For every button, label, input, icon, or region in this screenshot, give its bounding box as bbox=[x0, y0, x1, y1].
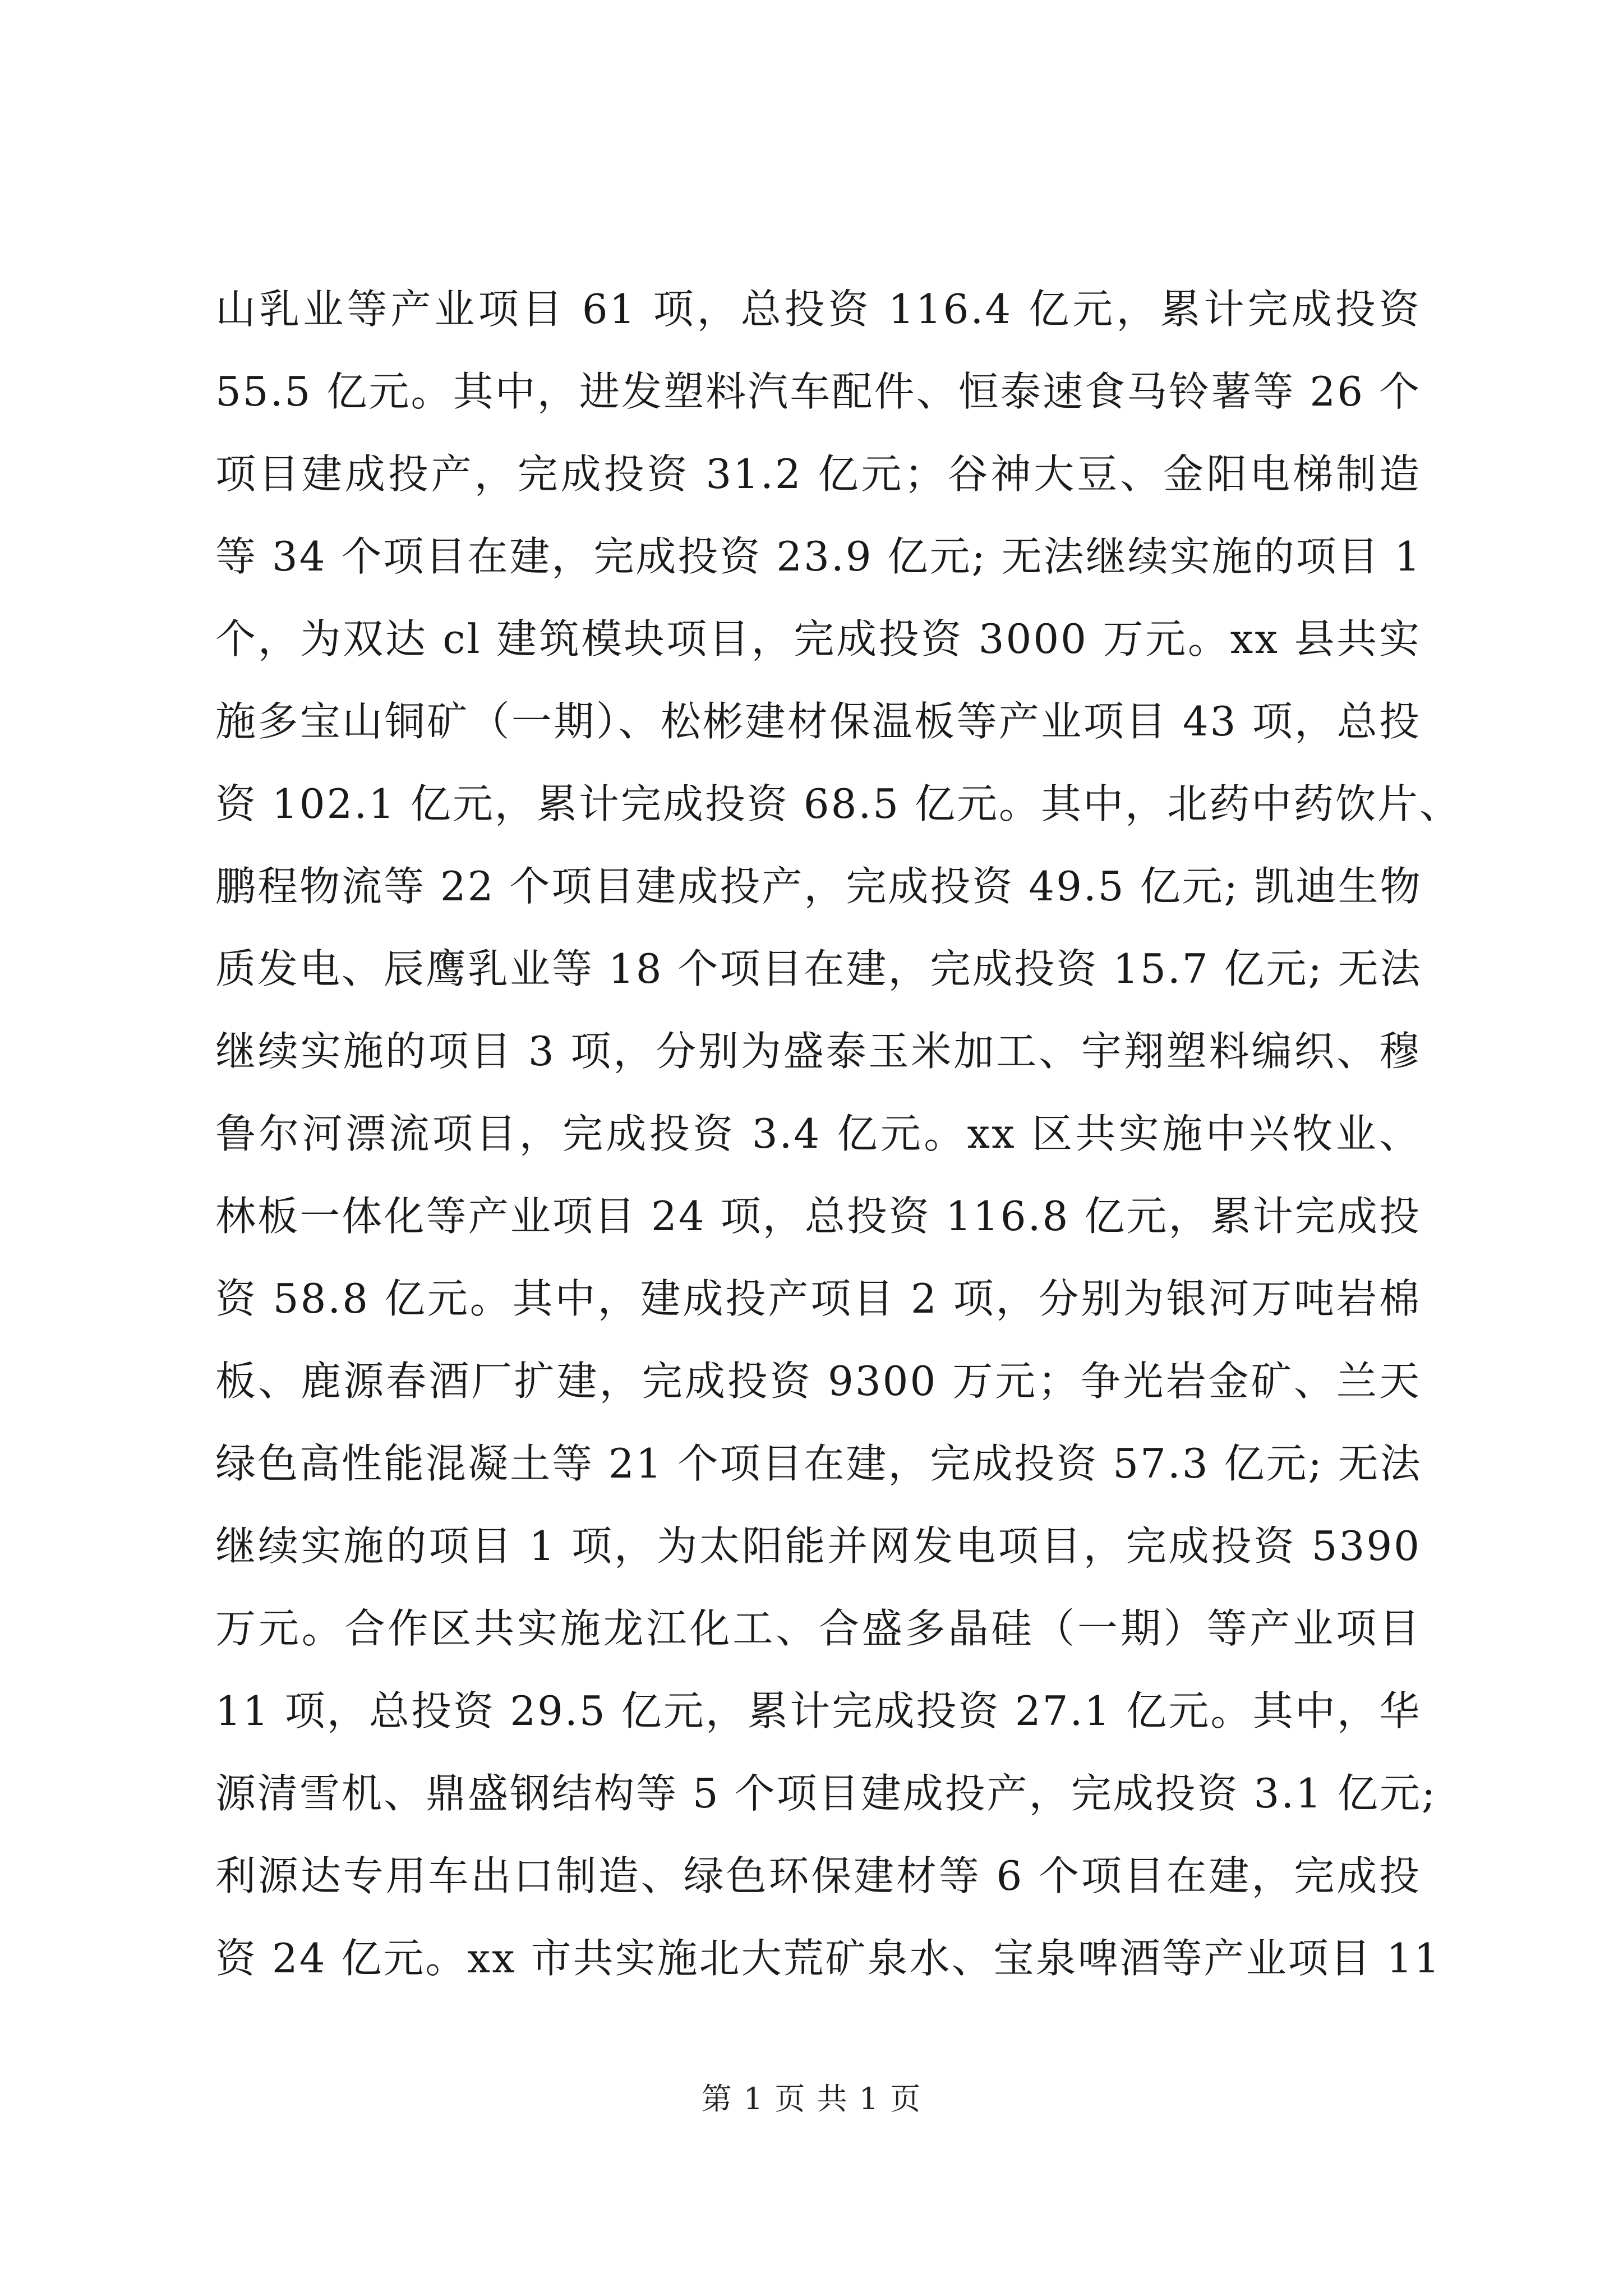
text-line-17: 万元。合作区共实施龙江化工、合盛多晶硅（一期）等产业项目 bbox=[215, 1605, 1421, 1652]
text-line-21: 资 24 亿元。xx 市共实施北大荒矿泉水、宝泉啤酒等产业项目 11 bbox=[215, 1935, 1441, 1982]
text-line-18: 11 项，总投资 29.5 亿元，累计完成投资 27.1 亿元。其中，华 bbox=[215, 1687, 1421, 1734]
text-line-3: 项目建成投产，完成投资 31.2 亿元；谷神大豆、金阳电梯制造 bbox=[215, 450, 1421, 498]
page-footer bbox=[0, 2077, 1623, 2122]
text-line-11: 鲁尔河漂流项目，完成投资 3.4 亿元。xx 区共实施中兴牧业、 bbox=[215, 1110, 1421, 1157]
text-line-8: 鹏程物流等 22 个项目建成投产，完成投资 49.5 亿元; 凯迪生物 bbox=[215, 863, 1422, 910]
text-line-2: 55.5 亿元。其中，进发塑料汽车配件、恒泰速食马铃薯等 26 个 bbox=[215, 368, 1421, 415]
text-line-20: 利源达专用车出口制造、绿色环保建材等 6 个项目在建，完成投 bbox=[215, 1852, 1421, 1899]
text-line-14: 板、鹿源春酒厂扩建，完成投资 9300 万元；争光岩金矿、兰天 bbox=[215, 1358, 1421, 1405]
text-line-13: 资 58.8 亿元。其中，建成投产项目 2 项，分别为银河万吨岩棉 bbox=[215, 1275, 1421, 1322]
text-line-7: 资 102.1 亿元，累计完成投资 68.5 亿元。其中，北药中药饮片、 bbox=[215, 780, 1461, 827]
text-line-10: 继续实施的项目 3 项，分别为盛泰玉米加工、宇翔塑料编织、穆 bbox=[215, 1028, 1421, 1075]
text-line-19: 源清雪机、鼎盛钢结构等 5 个项目建成投产，完成投资 3.1 亿元; bbox=[215, 1770, 1437, 1817]
page-number-label: 第 1 页 共 1 页 bbox=[701, 2081, 922, 2116]
text-line-16: 继续实施的项目 1 项，为太阳能并网发电项目，完成投资 5390 bbox=[215, 1522, 1421, 1570]
text-line-4: 等 34 个项目在建，完成投资 23.9 亿元; 无法继续实施的项目 1 bbox=[215, 533, 1422, 580]
text-line-12: 林板一体化等产业项目 24 项，总投资 116.8 亿元，累计完成投 bbox=[215, 1193, 1421, 1240]
body-text bbox=[215, 268, 1461, 2000]
text-line-1: 山乳业等产业项目 61 项，总投资 116.4 亿元，累计完成投资 bbox=[215, 286, 1421, 333]
text-line-9: 质发电、辰鹰乳业等 18 个项目在建，完成投资 15.7 亿元; 无法 bbox=[215, 945, 1422, 992]
text-line-5: 个，为双达 cl 建筑模块项目，完成投资 3000 万元。xx 县共实 bbox=[215, 615, 1421, 662]
text-line-6: 施多宝山铜矿（一期）、松彬建材保温板等产业项目 43 项，总投 bbox=[215, 698, 1421, 745]
text-line-15: 绿色高性能混凝土等 21 个项目在建，完成投资 57.3 亿元; 无法 bbox=[215, 1440, 1422, 1487]
